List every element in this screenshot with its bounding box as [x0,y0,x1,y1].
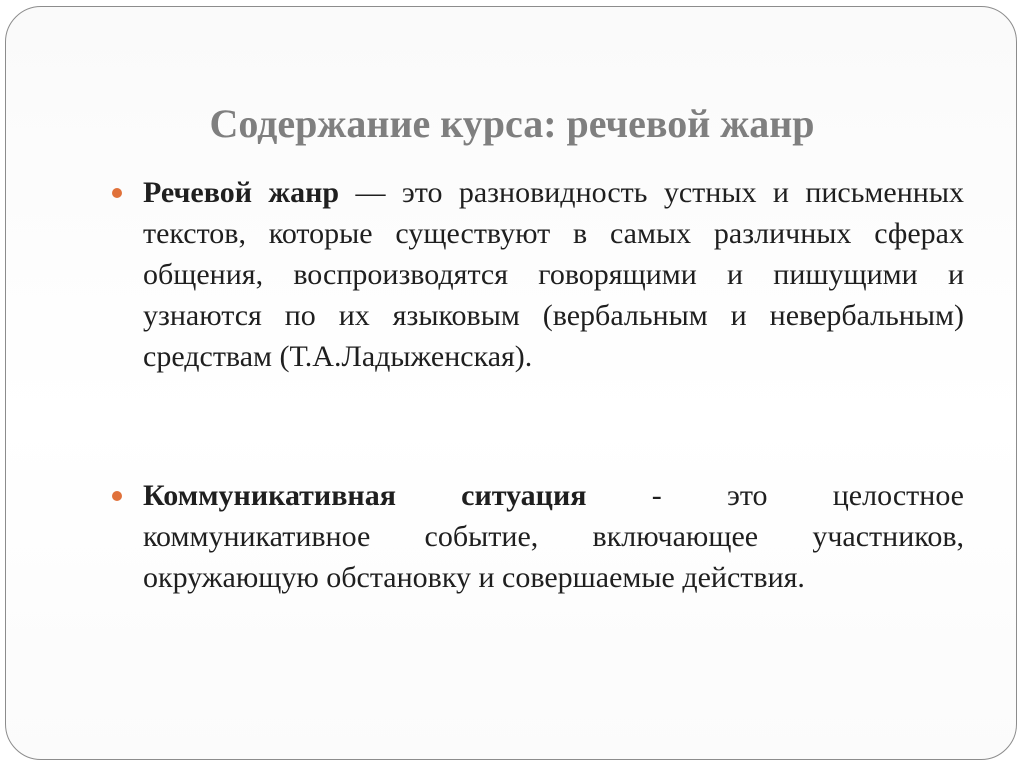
term-communicative-situation: Коммуникативная ситуация [143,479,587,512]
bullet-dot-icon [112,491,122,501]
bullet-dot-icon [112,188,122,198]
definition-communicative-situation: это целостное коммуникативное событие, включающее участников, окружающую обстановку и совершаемые действия. [143,479,964,594]
definition-speech-genre: это разновидность устных и письменных текстов, которые существуют в самых различных сферах общения, воспроизводятся говорящими и пишущими и узнаются по их языковым (вербальным и невербальным) средствам (Т.А.Ладыженская). [143,176,964,373]
term-speech-genre: Речевой жанр [143,176,340,209]
bullet-item-communicative-situation [143,475,964,598]
term-separator: — [339,176,402,209]
term-separator: - [586,479,727,512]
bullet-item-speech-genre [143,172,964,377]
slide-title: Содержание курса: речевой жанр [209,101,815,146]
